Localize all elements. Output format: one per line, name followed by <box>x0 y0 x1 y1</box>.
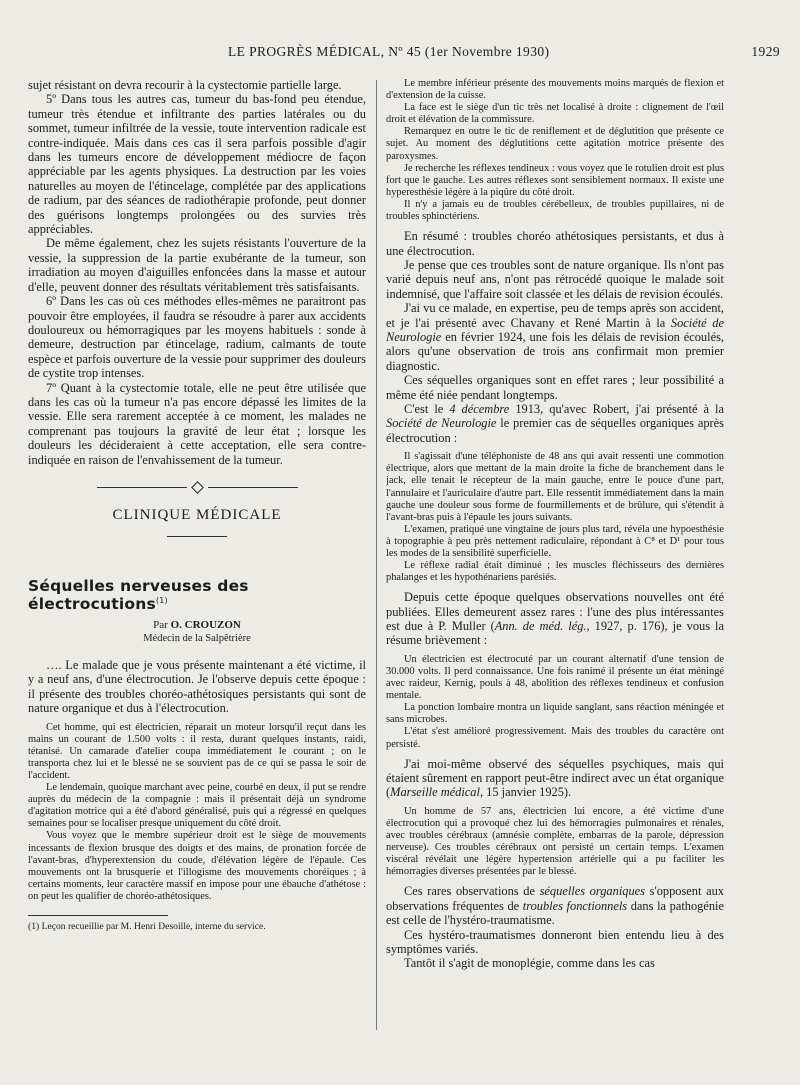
section-rule <box>167 536 227 537</box>
paragraph: C'est le 4 décembre 1913, qu'avec Robert, j'ai présenté à la Société de Neurologie le premier cas de séquelles organiques après électrocution : <box>386 402 724 445</box>
right-column <box>386 78 724 1068</box>
column-divider <box>376 80 377 1030</box>
article-title: Séquelles nerveuses des électrocutions$^{(1)}$ <box>28 576 249 613</box>
paragraph: Depuis cette époque quelques observations nouvelles ont été publiées. Elles demeurent assez rares : l'une des plus intéressantes est due à P. Muller (Ann. de méd. lég., 1927, p. 176), je vous la résume brièvement : <box>386 590 724 648</box>
case-paragraph: Le lendemain, quoique marchant avec peine, courbé en deux, il put se rendre auprès du médecin de la compagnie : mais il présentait déjà un syndrome d'agitation motrice qui a été d'abord généralisé, puis qui a régressé en quelques semaines pour se localiser presque uniquement du côté droit. <box>28 782 366 830</box>
reference: Ann. de méd. lég. <box>494 619 587 634</box>
journal-name: Société de Neurologie <box>386 416 497 431</box>
paragraph: De même également, chez les sujets résistants l'ouverture de la vessie, la suppression de la partie exubérante de la tumeur, son irradiation au moyen d'aiguilles enfoncées dans la masse et autour d'elle, peuvent donner des résultats véritablement très satisfaisants. <box>28 236 366 294</box>
paragraph: Ces rares observations de séquelles organiques s'opposent aux observations fréquentes de troubles fonctionnels dans la pathogénie est celle de l'hystéro-traumatisme. <box>386 884 724 928</box>
case-paragraph: Je recherche les réflexes tendineux : vous voyez que le rotulien droit est plus fort que le gauche. Les autres réflexes sont sensiblement normaux. Il existe une hyperesthésie légère à la piqûre du côté droit. <box>386 162 724 198</box>
emphasis: séquelles organiques <box>539 884 645 899</box>
case-paragraph: Cet homme, qui est électricien, réparait un moteur lorsqu'il reçut dans les mains un courant de 1.500 volts : il resta, durant quelques instants, raidi, tétanisé. Un camarade d'atelier coupa immédiatement le courant ; on le transporta chez lui et le blessé ne se souvient pas de ce qui se passa le soir de l'accident. <box>28 721 366 781</box>
title-footnote-marker: (1) <box>155 595 168 605</box>
reference: Marseille médical <box>390 785 480 800</box>
footnote: (1) Leçon recueillie par M. Henri Desoille, interne du service. <box>28 921 266 932</box>
section-title: CLINIQUE MÉDICALE <box>112 506 282 523</box>
paragraph: 6º Dans les cas où ces méthodes elles-mêmes ne paraitront pas pouvoir être employées, il faudra se résoudre à parer aux accidents douloureux ou hémorragiques par les moyens habituels : sonde à demeure, destruction par étincelage, radium, calmants de toute espèce et parfois ouverture de la vessie pour supprimer des douleurs de cystite trop intenses. <box>28 294 366 381</box>
paragraph: J'ai vu ce malade, en expertise, peu de temps après son accident, et je l'ai présenté avec Chavany et René Martin à la Société de Neurologie en février 1924, une fois les délais de revision écoulés, alors qu'une observation de trois ans confirmait mon premier diagnostic. <box>386 301 724 373</box>
author-line: Par O. CROUZON <box>153 618 241 631</box>
paragraph: 7º Quant à la cystectomie totale, elle ne peut être utilisée que dans les cas où la tumeur n'a pas encore dépassé les limites de la vessie. Elle sera rarement acceptée à ce moment, les malades ne comprenant pas toujours la gravité de leur état ; lorsque les douleurs les décideraient à cette acceptation, elle sera contre-indiquée en raison de l'envahissement de la tumeur. <box>28 380 366 467</box>
footnote-rule <box>28 915 168 916</box>
paragraph: sujet résistant on devra recourir à la cystectomie partielle large. <box>28 78 342 92</box>
author-name: O. CROUZON <box>170 618 241 631</box>
case-paragraph: Vous voyez que le membre supérieur droit est le siège de mouvements incessants de flexion brusque des doigts et des mains, de pronation forcée de l'avant-bras, d'hyperextension du coude, d'élévation légère de l'épaule. Ces mouvements ont la brusquerie et l'illogisme des mouvements choréiques ; à certains moments, leur caractère massif en impose pour une ébauche d'athétose : on peut les qualifier de choréo-athétosiques. <box>28 830 366 902</box>
author-affiliation: Médecin de la Salpêtrière <box>143 632 251 644</box>
case-paragraph: Un homme de 57 ans, électricien lui encore, a été victime d'une électrocution qui a provoqué chez lui des hémorragies pulmonaires et rénales, avec troubles cérébraux (amnésie complète, embarras de la parole, dépression nerveuse). Ces troubles cérébraux ont persisté un certain temps. L'examen viscéral révélait une légère hypertension artérielle qui a pu faciliter les hémorragies diverses présentées par le blessé. <box>386 805 724 878</box>
case-paragraph: Le membre inférieur présente des mouvements moins marqués de flexion et d'extension de la cuisse. <box>386 78 724 102</box>
running-header <box>28 44 780 64</box>
paragraph: 5º Dans tous les autres cas, tumeur du bas-fond peu étendue, tumeur très étendue et infiltrante des parties latérales ou du sommet, tumeur infiltrée de la vessie, toute intervention radicale est contre-indiquée. Mais dans ces cas il sera parfois possible d'agir dans les tumeurs encore de développement médiocre de façon appréciable par les agents physiques. La destruction par les voies naturelles au moyen de l'étincelage, complétée par des applications de radium, par des séances de radiothérapie profonde, peut donner des guérisons longtemps prolongées ou des survies très appréciables. <box>28 92 366 237</box>
section-ornament <box>28 483 366 493</box>
diamond-ornament-icon <box>191 482 204 495</box>
case-paragraph: Il s'agissait d'une téléphoniste de 48 ans qui avait ressenti une commotion électrique, alors que mettant de la main droite la fiche de branchement dans le jack, elle tenait le récepteur de la main gauche, entre le pouce d'une part, l'annulaire et l'auriculaire d'autre part. Elle ressentit immédiatement dans la main gauche une douleur sous forme de fourmillements et de brûlure, qui s'étendit à l'avant-bras puis à l'épaule les jours suivants. <box>386 451 724 523</box>
case-paragraph: Il n'y a jamais eu de troubles cérébelleux, de troubles pupillaires, ni de troubles sphinctériens. <box>386 198 724 223</box>
paragraph: Je pense que ces troubles sont de nature organique. Ils n'ont pas varié depuis neuf ans, n'ont pas rétrocédé quoique le malade soit indemnisé, que l'affaire soit classée et les délais de revision écoulés. <box>386 257 724 301</box>
running-title: LE PROGRÈS MÉDICAL, Nº 45 (1er Novembre 1930) <box>228 44 550 59</box>
paragraph: En résumé : troubles choréo athétosiques persistants, et dus à une électrocution. <box>386 229 724 258</box>
paragraph: Ces séquelles organiques sont en effet rares ; leur possibilité a même été niée pendant longtemps. <box>386 373 724 402</box>
journal-name: Société de Neurologie <box>386 315 724 344</box>
case-paragraph: Un électricien est électrocuté par un courant alternatif d'une tension de 30.000 volts. Il perd connaissance. Une fois ranimé il présente un état méningé avec raideur, Kernig, pouls à 48, abolition des réflexes tendineux et confusion mentale. <box>386 653 724 702</box>
page-number: 1929 <box>751 44 780 59</box>
case-paragraph: La ponction lombaire montra un liquide sanglant, sans réaction méningée et sans microbes. <box>386 702 724 726</box>
case-paragraph: L'examen, pratiqué une vingtaine de jours plus tard, révéla une hypoesthésie à topographie à peu près nettement radiculaire, répondant à C⁸ et D¹ pour tous les modes de la sensibilité superficielle. <box>386 523 724 559</box>
paragraph: J'ai moi-même observé des séquelles psychiques, mais qui étaient sûrement en rapport peut-être indirect avec un état organique (Marseille médical, 15 janvier 1925). <box>386 756 724 800</box>
date: 4 décembre <box>449 402 510 416</box>
emphasis: troubles fonctionnels <box>522 898 628 913</box>
case-paragraph: Remarquez en outre le tic de reniflement et de déglutition que présente ce sujet. Au moment des déglutitions cette agitation motrice présente des paroxysmes. <box>386 126 724 162</box>
case-paragraph: Le réflexe radial était diminué ; les muscles fléchisseurs des dernières phalanges et les hypothénariens parésiés. <box>386 560 724 584</box>
case-paragraph: La face est le siège d'un tic très net localisé à droite : clignement de l'œil droit et élévation de la commissure. <box>386 102 724 126</box>
paragraph: Tantôt il s'agit de monoplégie, comme dans les cas <box>404 956 655 971</box>
paragraph: Ces hystéro-traumatismes donneront bien entendu lieu à des symptômes variés. <box>386 927 724 957</box>
paragraph: …. Le malade que je vous présente maintenant a été victime, il y a neuf ans, d'une électrocution. Je l'observe depuis cette époque : il présente des troubles choréo-athétosiques persistants qui sont de nature organique et dus à l'électrocution. <box>28 657 366 716</box>
left-column <box>28 78 366 1068</box>
case-paragraph: L'état s'est amélioré progressivement. Mais des troubles du caractère ont persisté. <box>386 726 724 750</box>
